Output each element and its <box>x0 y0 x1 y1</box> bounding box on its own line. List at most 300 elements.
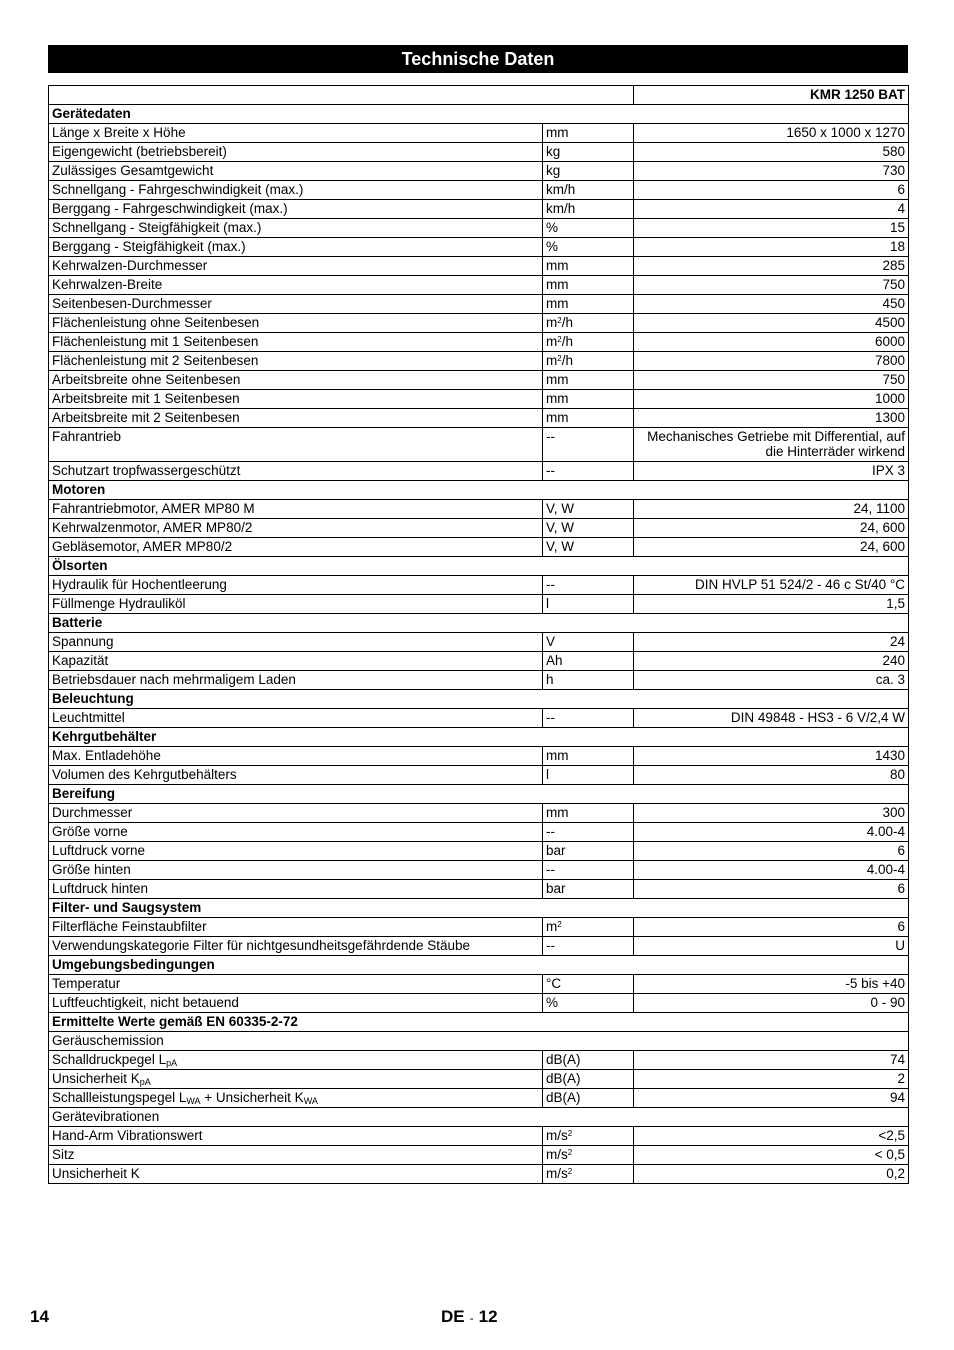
spec-value: 240 <box>634 652 909 671</box>
spec-unit <box>543 143 634 162</box>
spec-unit-superscript: 2 <box>557 354 562 363</box>
spec-label <box>49 633 543 652</box>
spec-label <box>49 671 543 690</box>
spec-unit-text: dB(A) <box>546 1071 581 1086</box>
table-row <box>49 1165 909 1184</box>
spec-unit-text: dB(A) <box>546 1052 581 1067</box>
table-row <box>49 200 909 219</box>
table-row <box>49 861 909 880</box>
spec-value: 1,5 <box>634 595 909 614</box>
spec-label <box>49 1089 543 1108</box>
spec-label <box>49 371 543 390</box>
spec-value: 94 <box>634 1089 909 1108</box>
spec-unit-text: -- <box>546 938 555 953</box>
spec-label-text: Schallleistungspegel L <box>52 1090 187 1105</box>
spec-unit-text: mm <box>546 296 569 311</box>
spec-label-text: Durchmesser <box>52 805 133 820</box>
spec-unit <box>543 276 634 295</box>
spec-value: 4 <box>634 200 909 219</box>
spec-label <box>49 314 543 333</box>
spec-unit <box>543 162 634 181</box>
spec-label <box>49 880 543 899</box>
section-title: Gerätedaten <box>49 105 909 124</box>
spec-unit-text: kg <box>546 163 561 178</box>
subheader-title: Gerätevibrationen <box>49 1108 909 1127</box>
spec-unit <box>543 671 634 690</box>
spec-unit <box>543 238 634 257</box>
spec-unit <box>543 823 634 842</box>
spec-unit <box>543 390 634 409</box>
table-row <box>49 1051 909 1070</box>
spec-value: 730 <box>634 162 909 181</box>
subheader-row <box>49 1032 909 1051</box>
spec-label <box>49 861 543 880</box>
spec-label <box>49 766 543 785</box>
spec-value: 24, 600 <box>634 538 909 557</box>
table-row <box>49 519 909 538</box>
spec-label-text: Kehrwalzen-Breite <box>52 277 163 292</box>
table-row <box>49 652 909 671</box>
spec-value: < 0,5 <box>634 1146 909 1165</box>
spec-unit <box>543 766 634 785</box>
spec-unit-text: m/s <box>546 1166 568 1181</box>
spec-value: 4.00-4 <box>634 861 909 880</box>
spec-unit-text: mm <box>546 372 569 387</box>
spec-label <box>49 1165 543 1184</box>
table-row <box>49 295 909 314</box>
spec-value: 6 <box>634 181 909 200</box>
spec-label-subscript: pA <box>139 1077 151 1087</box>
section-title: Umgebungsbedingungen <box>49 956 909 975</box>
spec-label-text: Sitz <box>52 1147 75 1162</box>
table-row <box>49 842 909 861</box>
spec-value: DIN 49848 - HS3 - 6 V/2,4 W <box>634 709 909 728</box>
spec-unit-text: km/h <box>546 182 576 197</box>
spec-label-text: Leuchtmittel <box>52 710 125 725</box>
spec-unit-text: m <box>546 919 558 934</box>
spec-label-text: Luftdruck vorne <box>52 843 146 858</box>
section-header-row <box>49 899 909 918</box>
spec-value: 6 <box>634 842 909 861</box>
spec-unit-text: m/s <box>546 1147 568 1162</box>
spec-value: 1430 <box>634 747 909 766</box>
spec-label <box>49 918 543 937</box>
table-row <box>49 747 909 766</box>
spec-unit <box>543 538 634 557</box>
spec-label <box>49 390 543 409</box>
spec-label <box>49 428 543 462</box>
spec-unit <box>543 652 634 671</box>
section-title: Motoren <box>49 481 909 500</box>
spec-unit-text: m <box>546 353 558 368</box>
spec-unit <box>543 975 634 994</box>
spec-unit-text: m/s <box>546 1128 568 1143</box>
spec-unit-text: V <box>546 634 556 649</box>
spec-label <box>49 1070 543 1089</box>
spec-value: U <box>634 937 909 956</box>
spec-value: 285 <box>634 257 909 276</box>
table-row <box>49 1127 909 1146</box>
table-row <box>49 276 909 295</box>
table-row <box>49 428 909 462</box>
section-title: Bereifung <box>49 785 909 804</box>
spec-label-text: Arbeitsbreite mit 2 Seitenbesen <box>52 410 240 425</box>
spec-unit <box>543 842 634 861</box>
spec-unit <box>543 409 634 428</box>
spec-label-text: Kehrwalzen-Durchmesser <box>52 258 208 273</box>
section-header-row <box>49 614 909 633</box>
spec-unit-text: bar <box>546 881 566 896</box>
spec-unit-text: mm <box>546 277 569 292</box>
spec-label-text: Hand-Arm Vibrationswert <box>52 1128 203 1143</box>
spec-value: 1000 <box>634 390 909 409</box>
section-header-row <box>49 105 909 124</box>
spec-unit-text: -- <box>546 824 555 839</box>
spec-label-text: Größe hinten <box>52 862 131 877</box>
spec-label-text: Verwendungskategorie Filter für nichtgesundheitsgefährdende Stäube <box>52 938 471 953</box>
spec-label-text: Fahrantrieb <box>52 429 122 444</box>
spec-unit <box>543 257 634 276</box>
spec-unit-text: mm <box>546 125 569 140</box>
spec-label-text: Länge x Breite x Höhe <box>52 125 186 140</box>
spec-unit-text: V, W <box>546 539 575 554</box>
spec-unit <box>543 1146 634 1165</box>
spec-label <box>49 576 543 595</box>
spec-label-text: + Unsicherheit K <box>200 1090 304 1105</box>
header-blank-cell <box>49 86 634 105</box>
table-row <box>49 823 909 842</box>
spec-value: 6 <box>634 880 909 899</box>
footer-lang-page <box>441 1307 498 1327</box>
spec-unit <box>543 200 634 219</box>
table-row <box>49 409 909 428</box>
spec-label <box>49 500 543 519</box>
spec-label <box>49 257 543 276</box>
spec-unit <box>543 352 634 371</box>
spec-label <box>49 1127 543 1146</box>
table-row <box>49 333 909 352</box>
spec-label-text: Luftdruck hinten <box>52 881 149 896</box>
spec-unit-text: mm <box>546 258 569 273</box>
table-row <box>49 219 909 238</box>
spec-unit <box>543 804 634 823</box>
spec-label-subscript: WA <box>303 1096 318 1106</box>
spec-unit-text: kg <box>546 144 561 159</box>
spec-label-text: Filterfläche Feinstaubfilter <box>52 919 207 934</box>
spec-label <box>49 462 543 481</box>
spec-value: 24, 1100 <box>634 500 909 519</box>
section-header-row <box>49 557 909 576</box>
spec-unit-text: bar <box>546 843 566 858</box>
spec-label-text: Luftfeuchtigkeit, nicht betauend <box>52 995 239 1010</box>
spec-label-text: Füllmenge Hydrauliköl <box>52 596 186 611</box>
spec-unit <box>543 709 634 728</box>
spec-label-text: Unsicherheit K <box>52 1071 140 1086</box>
table-row <box>49 462 909 481</box>
table-row <box>49 671 909 690</box>
footer-lang-page-number: 12 <box>478 1307 498 1326</box>
spec-value: ca. 3 <box>634 671 909 690</box>
spec-label-text: Berggang - Steigfähigkeit (max.) <box>52 239 246 254</box>
spec-label <box>49 352 543 371</box>
spec-value: 18 <box>634 238 909 257</box>
spec-value: 450 <box>634 295 909 314</box>
spec-label-text: Gebläsemotor, AMER MP80/2 <box>52 539 233 554</box>
table-row <box>49 1146 909 1165</box>
spec-unit-text: -- <box>546 463 555 478</box>
spec-unit-text: -- <box>546 429 555 444</box>
spec-label <box>49 823 543 842</box>
spec-unit-superscript: 2 <box>557 335 562 344</box>
table-row <box>49 500 909 519</box>
spec-unit-text: -- <box>546 862 555 877</box>
table-row <box>49 124 909 143</box>
spec-label-text: Eigengewicht (betriebsbereit) <box>52 144 227 159</box>
spec-value: DIN HVLP 51 524/2 - 46 c St/40 °C <box>634 576 909 595</box>
table-row <box>49 994 909 1013</box>
spec-unit <box>543 633 634 652</box>
subheader-title: Geräuschemission <box>49 1032 909 1051</box>
spec-value: 750 <box>634 371 909 390</box>
spec-label-text: Arbeitsbreite ohne Seitenbesen <box>52 372 241 387</box>
spec-label <box>49 124 543 143</box>
spec-unit-text: V, W <box>546 501 575 516</box>
spec-value: 6000 <box>634 333 909 352</box>
spec-label <box>49 747 543 766</box>
spec-unit <box>543 519 634 538</box>
table-row <box>49 595 909 614</box>
spec-unit-superscript: 2 <box>557 316 562 325</box>
spec-unit-text: l <box>546 767 549 782</box>
section-title: Filter- und Saugsystem <box>49 899 909 918</box>
spec-unit-superscript: 2 <box>567 1129 573 1138</box>
spec-unit <box>543 1051 634 1070</box>
spec-label <box>49 1146 543 1165</box>
table-row <box>49 766 909 785</box>
spec-unit-text: -- <box>546 710 555 725</box>
spec-value: 750 <box>634 276 909 295</box>
spec-label <box>49 842 543 861</box>
spec-unit <box>543 595 634 614</box>
spec-value: IPX 3 <box>634 462 909 481</box>
table-row <box>49 576 909 595</box>
table-row <box>49 1089 909 1108</box>
spec-label <box>49 200 543 219</box>
spec-value: 580 <box>634 143 909 162</box>
spec-label-text: Schnellgang - Fahrgeschwindigkeit (max.) <box>52 182 304 197</box>
spec-unit <box>543 371 634 390</box>
spec-value: 4.00-4 <box>634 823 909 842</box>
table-row <box>49 880 909 899</box>
spec-label-text: Betriebsdauer nach mehrmaligem Laden <box>52 672 296 687</box>
table-row <box>49 1070 909 1089</box>
spec-value: Mechanisches Getriebe mit Differential, auf die Hinterräder wirkend <box>634 428 909 462</box>
table-row <box>49 633 909 652</box>
spec-unit-text: m <box>546 334 558 349</box>
table-row <box>49 181 909 200</box>
spec-unit-text: °C <box>546 976 562 991</box>
spec-label-text: Kehrwalzenmotor, AMER MP80/2 <box>52 520 253 535</box>
table-row <box>49 143 909 162</box>
technical-data-table <box>48 85 909 1184</box>
table-row <box>49 390 909 409</box>
spec-value: 24, 600 <box>634 519 909 538</box>
spec-label-text: Kapazität <box>52 653 109 668</box>
section-title: Ermittelte Werte gemäß EN 60335-2-72 <box>49 1013 909 1032</box>
spec-unit <box>543 428 634 462</box>
spec-label <box>49 219 543 238</box>
spec-unit-text: dB(A) <box>546 1090 581 1105</box>
spec-label-text: Berggang - Fahrgeschwindigkeit (max.) <box>52 201 288 216</box>
spec-unit <box>543 576 634 595</box>
spec-unit <box>543 937 634 956</box>
table-row <box>49 162 909 181</box>
spec-label-text: Schutzart tropfwassergeschützt <box>52 463 241 478</box>
model-name: KMR 1250 BAT <box>634 86 909 105</box>
table-row <box>49 975 909 994</box>
table-header-row <box>49 86 909 105</box>
spec-unit-text: km/h <box>546 201 576 216</box>
spec-label <box>49 994 543 1013</box>
spec-unit <box>543 181 634 200</box>
spec-unit-text: /h <box>561 315 573 330</box>
table-row <box>49 709 909 728</box>
section-header-row <box>49 690 909 709</box>
spec-unit-text: % <box>546 995 559 1010</box>
spec-label <box>49 143 543 162</box>
spec-unit-text: mm <box>546 391 569 406</box>
spec-unit <box>543 861 634 880</box>
spec-label-subscript: WA <box>186 1096 201 1106</box>
spec-label-text: Schalldruckpegel L <box>52 1052 167 1067</box>
section-header-row <box>49 1013 909 1032</box>
spec-unit-superscript: 2 <box>567 1167 573 1176</box>
spec-unit-text: -- <box>546 577 555 592</box>
section-title: Beleuchtung <box>49 690 909 709</box>
section-header-row <box>49 785 909 804</box>
spec-unit-text: h <box>546 672 554 687</box>
section-title: Batterie <box>49 614 909 633</box>
spec-label <box>49 1051 543 1070</box>
spec-label <box>49 937 543 956</box>
spec-label <box>49 333 543 352</box>
page-number: 14 <box>30 1307 49 1326</box>
spec-label <box>49 709 543 728</box>
spec-label-text: Arbeitsbreite mit 1 Seitenbesen <box>52 391 240 406</box>
spec-unit <box>543 314 634 333</box>
table-row <box>49 238 909 257</box>
spec-value: 24 <box>634 633 909 652</box>
spec-label-text: Temperatur <box>52 976 121 991</box>
section-title: Kehrgutbehälter <box>49 728 909 747</box>
spec-label <box>49 409 543 428</box>
spec-label-text: Volumen des Kehrgutbehälters <box>52 767 237 782</box>
spec-unit <box>543 1070 634 1089</box>
table-row <box>49 538 909 557</box>
spec-unit-text: Ah <box>546 653 563 668</box>
spec-value: 0,2 <box>634 1165 909 1184</box>
page-title: Technische Daten <box>48 45 908 73</box>
spec-value: 7800 <box>634 352 909 371</box>
spec-label <box>49 181 543 200</box>
spec-unit-text: l <box>546 596 549 611</box>
spec-unit <box>543 462 634 481</box>
section-title: Ölsorten <box>49 557 909 576</box>
spec-label <box>49 595 543 614</box>
spec-value: 15 <box>634 219 909 238</box>
spec-unit-superscript: 2 <box>567 1148 573 1157</box>
spec-unit <box>543 500 634 519</box>
spec-label <box>49 652 543 671</box>
spec-label-text: Schnellgang - Steigfähigkeit (max.) <box>52 220 262 235</box>
spec-label-text: Flächenleistung mit 2 Seitenbesen <box>52 353 259 368</box>
spec-label-text: Flächenleistung mit 1 Seitenbesen <box>52 334 259 349</box>
spec-value: 6 <box>634 918 909 937</box>
spec-unit <box>543 1127 634 1146</box>
spec-label-text: Zulässiges Gesamtgewicht <box>52 163 214 178</box>
spec-unit-superscript: 2 <box>557 920 562 929</box>
spec-unit-text: m <box>546 315 558 330</box>
spec-label-text: Spannung <box>52 634 114 649</box>
spec-value: <2,5 <box>634 1127 909 1146</box>
spec-label <box>49 519 543 538</box>
spec-value: 0 - 90 <box>634 994 909 1013</box>
spec-value: 74 <box>634 1051 909 1070</box>
table-row <box>49 314 909 333</box>
spec-label <box>49 804 543 823</box>
spec-value: 80 <box>634 766 909 785</box>
spec-unit-text: /h <box>561 353 573 368</box>
section-header-row <box>49 728 909 747</box>
spec-value: 300 <box>634 804 909 823</box>
table-row <box>49 352 909 371</box>
footer-separator: - <box>469 1311 474 1325</box>
spec-value: 1650 x 1000 x 1270 <box>634 124 909 143</box>
spec-label-text: Größe vorne <box>52 824 128 839</box>
spec-unit-text: mm <box>546 748 569 763</box>
spec-label-text: Unsicherheit K <box>52 1166 140 1181</box>
spec-unit <box>543 1089 634 1108</box>
spec-unit <box>543 994 634 1013</box>
spec-label <box>49 538 543 557</box>
table-row <box>49 257 909 276</box>
spec-unit-text: mm <box>546 410 569 425</box>
spec-label-text: Seitenbesen-Durchmesser <box>52 296 212 311</box>
spec-unit-text: % <box>546 239 559 254</box>
spec-unit <box>543 295 634 314</box>
spec-unit <box>543 124 634 143</box>
spec-unit <box>543 880 634 899</box>
spec-unit-text: V, W <box>546 520 575 535</box>
spec-label-text: Fahrantriebmotor, AMER MP80 M <box>52 501 255 516</box>
spec-label <box>49 276 543 295</box>
spec-label-text: Max. Entladehöhe <box>52 748 161 763</box>
spec-label <box>49 295 543 314</box>
spec-unit <box>543 918 634 937</box>
table-row <box>49 804 909 823</box>
spec-label <box>49 162 543 181</box>
spec-unit-text: /h <box>561 334 573 349</box>
spec-unit-text: % <box>546 220 559 235</box>
spec-value: 2 <box>634 1070 909 1089</box>
table-row <box>49 918 909 937</box>
spec-label-subscript: pA <box>166 1058 178 1068</box>
footer-lang: DE <box>441 1307 465 1326</box>
spec-unit <box>543 747 634 766</box>
spec-label <box>49 238 543 257</box>
spec-unit-text: mm <box>546 805 569 820</box>
section-header-row <box>49 481 909 500</box>
